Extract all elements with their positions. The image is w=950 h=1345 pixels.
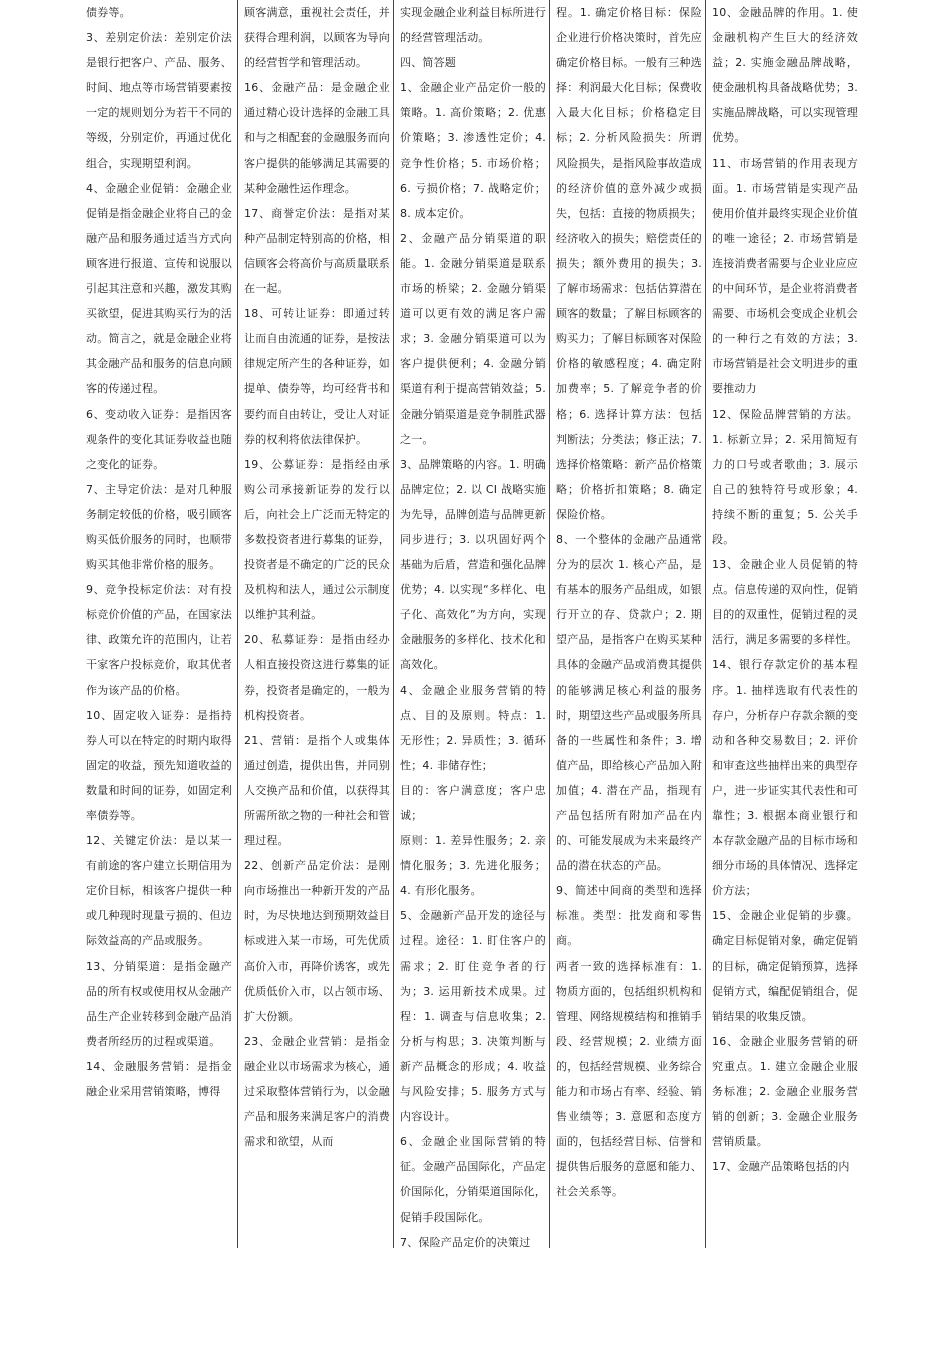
text-column-3 [400,0,546,1248]
paragraph: 1、金融企业产品定价一般的策略。1. 高价策略；2. 优惠价策略；3. 渗透性定价；4. 竞争性价格；5. 市场价格；6. 亏损价格；7. 战略定价；8. 成本定价。 [400,81,546,220]
paragraph: 12、关键定价法：是以某一有前途的客户建立长期信用为定价目标，相该客户提供一种或几种现时现量亏损的、但边际效益高的产品或服务。 [86,834,232,948]
paragraph: 目的：客户满意度；客户忠诚； [400,783,546,822]
paragraph: 20、私募证券：是指由经办人相直接投资这进行募集的证券，投资者是确定的，一般为机构投资者。 [244,633,390,722]
paragraph: 7、保险产品定价的决策过 [400,1235,531,1248]
paragraph: 12、保险品牌营销的方法。1. 标新立异；2. 采用简短有力的口号或者歌曲；3. 展示自己的独特符号或形象；4. 持续不断的重复；5. 公关手段。 [712,407,858,546]
paragraph: 19、公募证券：是指经由承购公司承接新证券的发行以后，向社会上广泛而无特定的多数投资者进行募集的证券，投资者是不确定的广泛的民众及机构和法人，通过公示制度以维护其利益。 [244,457,390,622]
paragraph: 3、品牌策略的内容。1. 明确品牌定位；2. 以 CI 战略实施为先导，品牌创造与品牌更新同步进行；3. 以巩固好两个基础为后盾，营造和强化品牌优势；4. 以实现“多样化、电子化、高效化”为方向，实现金融服务的多样化、技术化和高效化。 [400,457,546,672]
paragraph: 两者一致的选择标准有：1. 物质方面的，包括组织机构和管理、网络规模结构和推销手段、经营规模；2. 业绩方面的，包括经营规模、业务综合能力和市场占有率、经验、销售业绩等；3. 意愿和态度方面的，包括经营目标、信誉和提供售后服务的意愿和能力、社会关系等。 [556,959,702,1199]
paragraph: 7、主导定价法：是对几种服务制定较低的价格，吸引顾客购买低价服务的同时，也顺带购买其他非常价格的服务。 [86,482,232,572]
paragraph: 21、营销：是指个人或集体通过创造，提供出售，并同别人交换产品和价值，以获得其所需所欲之物的一种社会和管理过程。 [244,733,390,848]
paragraph: 原则：1. 差异性服务；2. 亲情化服务；3. 先进化服务；4. 有形化服务。 [400,834,546,898]
paragraph: 3、差别定价法：差别定价法是银行把客户、产品、服务、时间、地点等市场营销要素按一定的规则划分为若干不同的等级，分别定价，再通过优化组合，实现期望利润。 [86,31,232,170]
paragraph: 5、金融新产品开发的途径与过程。途径：1. 盯住客户的需求；2. 盯住竞争者的行为；3. 运用新技术成果。过程：1. 调查与信息收集；2. 分析与构思；3. 决策判断与新产品概念的形成；4. 收益与风险安排；5. 服务方式与内容设计。 [400,909,546,1124]
paragraph: 14、银行存款定价的基本程序。1. 抽样选取有代表性的存户，分析存户存款余额的变动和各种交易数目；2. 评价和审查这些抽样出来的典型存户，进一步证实其代表性和可靠性；3. 根据本商业银行和本存款金融产品的目标市场和细分市场的具体情况、选择定价方法； [712,658,858,898]
paragraph: 10、金融品牌的作用。1. 使金融机构产生巨大的经济效益；2. 实施金融品牌战略，使金融机构具备战略优势；3. 实施品牌战略，可以实现管理优势。 [712,6,858,145]
paragraph: 9、竞争投标定价法：对有投标竞价价值的产品，在国家法律、政策允许的范围内，让若干家客户投标竞价，取其优者作为该产品的价格。 [86,583,232,697]
paragraph: 8、一个整体的金融产品通常分为的层次 1. 核心产品，是有基本的服务产品组成，如银行开立的存、贷款户；2. 期望产品，是指客户在购买某种具体的金融产品或消费其提供的能够满足核心利益的服务时，期望这些产品或服务所具备的一些属性和条件；3. 增值产品，即给核心产品加入附加值；4. 潜在产品，指现有产品包括所有附加产品在内的、可能发展成为未来最终产品的潜在状态的产品。 [556,532,702,873]
column-divider [393,0,394,1248]
column-divider [549,0,550,1248]
paragraph: 11、市场营销的作用表现方面。1. 市场营销是实现产品使用价值并最终实现企业价值的唯一途径；2. 市场营销是连接消费者需要与企业业应应的中间环节，是企业将消费者需要、市场机会变成企业机会的一种行之有效的方法；3. 市场营销是社会文明进步的重要推动力 [712,156,858,396]
document-page [82,0,862,1252]
paragraph: 债券等。 [86,6,131,19]
paragraph: 实现金融企业利益目标所进行的经营管理活动。 [400,6,546,45]
column-divider [237,0,238,1248]
paragraph: 顾客满意，重视社会责任，并获得合理利润，以顾客为导向的经营哲学和管理活动。 [244,6,390,70]
paragraph: 18、可转让证券：即通过转让而自由流通的证券，是按法律规定所产生的各种证券，如提单、债券等，均可经背书和要约而自由转让，受让人对证券的权利将依法律保护。 [244,307,390,446]
paragraph: 23、金融企业营销：是指金融企业以市场需求为核心，通过采取整体营销行为，以金融产品和服务来满足客户的消费需求和欲望，从而 [244,1034,390,1149]
text-column-4 [556,0,702,1248]
paragraph: 程。1. 确定价格目标：保险企业进行价格决策时，首先应确定价格目标。一般有三种选择：利润最大化目标；保费收入最大化目标；价格稳定目标；2. 分析风险损失：所谓风险损失，是指风险事故造成的经济价值的意外减少或损失，包括：直接的物质损失；经济收入的损失；赔偿责任的损失；额外费用的损失；3. 了解市场需求：包括估算潜在顾客的数量；了解目标顾客的购买力；了解目标顾客对保险价格的敏感程度；4. 确定附加费率；5. 了解竞争者的价格；6. 选择计算方法：包括判断法；分类法；修正法；7. 选择价格策略：新产品价格策略；价格折扣策略；8. 确定保险价格。 [556,6,702,521]
text-column-2 [244,0,390,1248]
paragraph: 14、金融服务营销：是指金融企业采用营销策略，博得 [86,1059,232,1099]
paragraph: 16、金融产品：是金融企业通过精心设计选择的金融工具和与之相配套的金融服务而向客户提供的能够满足其需要的某种金融性运作理念。 [244,81,390,195]
paragraph: 6、金融企业国际营销的特征。金融产品国际化，产品定价国际化，分销渠道国际化，促销手段国际化。 [400,1135,546,1224]
paragraph: 4、金融企业服务营销的特点、目的及原则。特点：1. 无形性；2. 异质性；3. 循环性；4. 非储存性； [400,683,546,772]
column-divider [705,0,706,1248]
paragraph: 17、商誉定价法：是指对某种产品制定特别高的价格，相信顾客会将高价与高质量联系在一起。 [244,206,390,296]
paragraph: 13、金融企业人员促销的特点。信息传递的双向性，促销目的的双重性，促销过程的灵活行，满足多需要的多样性。 [712,558,858,647]
paragraph: 4、金融企业促销：金融企业促销是指金融企业将自己的金融产品和服务通过适当方式向顾客进行报道、宣传和说服以引起其注意和兴趣，激发其购买欲望，促进其购买行为的活动。简言之，就是金融企业将其金融产品和服务的信息向顾客的传递过程。 [86,181,232,396]
section-heading: 四、简答题 [400,56,456,70]
paragraph: 17、金融产品策略包括的内 [712,1160,850,1174]
paragraph: 10、固定收入证券：是指持券人可以在特定的时期内取得固定的收益，预先知道收益的数量和时间的证券，如固定利率债券等。 [86,708,232,822]
paragraph: 22、创新产品定价法：是刚向市场推出一种新开发的产品时，为尽快地达到预期效益目标或进入某一市场，可先优质高价入市，再降价诱客，或先优质低价入市，以占领市场、扩大份额。 [244,859,390,1023]
paragraph: 2、金融产品分销渠道的职能。1. 金融分销渠道是联系市场的桥梁；2. 金融分销渠道可以更有效的满足客户需求；3. 金融分销渠道可以为客户提供便利；4. 金融分销渠道有利于提高营销效益；5. 金融分销渠道是竞争制胜武器之一。 [400,231,546,446]
paragraph: 9、简述中间商的类型和选择标准。类型：批发商和零售商。 [556,884,702,948]
text-column-5 [712,0,858,1248]
text-column-1 [86,0,232,1248]
paragraph: 16、金融企业服务营销的研究重点。1. 建立金融企业服务标准；2. 金融企业服务营销的创新；3. 金融企业服务营销质量。 [712,1034,858,1149]
paragraph: 15、金融企业促销的步骤。确定目标促销对象，确定促销的目标，确定促销预算，选择促销方式，编配促销组合，促销结果的收集反馈。 [712,909,858,1023]
paragraph: 13、分销渠道：是指金融产品的所有权或使用权从金融产品生产企业转移到金融产品消费者所经历的过程或渠道。 [86,959,232,1048]
paragraph: 6、变动收入证券：是指因客观条件的变化其证券收益也随之变化的证券。 [86,407,232,471]
